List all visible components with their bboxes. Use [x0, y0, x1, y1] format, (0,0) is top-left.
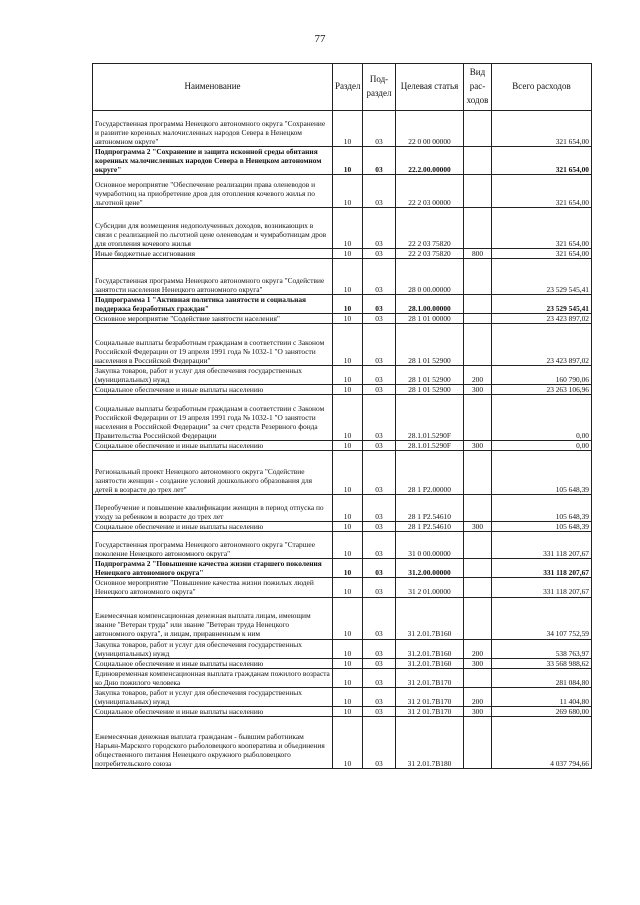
row-target: 31.2.01.7B160 — [396, 639, 464, 658]
row-name: Социальное обеспечение и иные выплаты населению — [93, 658, 333, 668]
row-expense-type: 200 — [464, 639, 492, 658]
row-subsection: 03 — [363, 366, 396, 385]
row-target: 22 2 03 75820 — [396, 249, 464, 259]
row-subsection: 03 — [363, 668, 396, 687]
row-section: 10 — [333, 259, 363, 295]
row-name: Единовременная компенсационная выплата гражданам пожилого возраста ко Дню пожилого человека — [93, 668, 333, 687]
row-name: Социальное обеспечение и иные выплаты населению — [93, 706, 333, 716]
row-section: 10 — [333, 314, 363, 324]
row-expense-type: 800 — [464, 249, 492, 259]
table-row — [93, 295, 592, 314]
row-subsection: 03 — [363, 597, 396, 639]
row-name: Закупка товаров, работ и услуг для обеспечения государственных (муниципальных) нужд — [93, 366, 333, 385]
row-total: 331 118 207,67 — [492, 559, 592, 578]
row-expense-type — [464, 324, 492, 366]
row-expense-type: 300 — [464, 706, 492, 716]
row-target: 22 0 00 00000 — [396, 111, 464, 147]
row-target: 31 2 01.7B170 — [396, 687, 464, 706]
row-section: 10 — [333, 716, 363, 768]
table-row — [93, 259, 592, 295]
row-expense-type: 200 — [464, 687, 492, 706]
row-target: 28 1 01 52900 — [396, 385, 464, 395]
table-row — [93, 658, 592, 668]
row-expense-type — [464, 314, 492, 324]
row-subsection: 03 — [363, 395, 396, 441]
row-name: Региональный проект Ненецкого автономного округа "Содействие занятости женщин - создание условий дошкольного образования для детей в возрасте до трех лет" — [93, 451, 333, 495]
row-target: 31 2.01.7B170 — [396, 668, 464, 687]
row-total: 321 654,00 — [492, 208, 592, 249]
row-total: 4 037 794,66 — [492, 716, 592, 768]
table-row — [93, 249, 592, 259]
row-target: 31 2 01.00000 — [396, 578, 464, 597]
row-total: 34 107 752,59 — [492, 597, 592, 639]
row-total: 11 404,80 — [492, 687, 592, 706]
row-target: 28.1.01.5290F — [396, 395, 464, 441]
table-row — [93, 639, 592, 658]
row-subsection: 03 — [363, 559, 396, 578]
row-target: 28.1.00.00000 — [396, 295, 464, 314]
table-row — [93, 451, 592, 495]
header-total: Всего расходов — [492, 64, 592, 111]
row-target: 28 0 00.00000 — [396, 259, 464, 295]
row-expense-type — [464, 597, 492, 639]
row-target: 28 1 01 52900 — [396, 366, 464, 385]
row-subsection: 03 — [363, 295, 396, 314]
row-total: 269 680,00 — [492, 706, 592, 716]
header-name: Наименование — [93, 64, 333, 111]
row-total: 538 763,97 — [492, 639, 592, 658]
row-total: 321 654,00 — [492, 175, 592, 208]
row-name: Подпрограмма 2 "Повышение качества жизни старшего поколения Ненецкого автономного округа" — [93, 559, 333, 578]
row-target: 28 1 01 52900 — [396, 324, 464, 366]
row-name: Подпрограмма 1 "Активная политика занятости и социальная поддержка безработных граждан" — [93, 295, 333, 314]
row-name: Закупка товаров, работ и услуг для обеспечения государственных (муниципальных) нужд — [93, 687, 333, 706]
table-row — [93, 314, 592, 324]
row-section: 10 — [333, 706, 363, 716]
row-target: 31 2.01.7B160 — [396, 597, 464, 639]
row-name: Закупка товаров, работ и услуг для обеспечения государственных (муниципальных) нужд — [93, 639, 333, 658]
row-target: 28 1 01 00000 — [396, 314, 464, 324]
row-expense-type — [464, 532, 492, 559]
table-row — [93, 668, 592, 687]
row-subsection: 03 — [363, 522, 396, 532]
row-subsection: 03 — [363, 249, 396, 259]
row-total: 23 423 897,02 — [492, 324, 592, 366]
row-subsection: 03 — [363, 324, 396, 366]
row-name: Социальное обеспечение и иные выплаты населению — [93, 522, 333, 532]
row-section: 10 — [333, 495, 363, 522]
row-name: Основное мероприятие "Содействие занятости населения" — [93, 314, 333, 324]
row-target: 22.2.00.00000 — [396, 147, 464, 175]
row-total: 105 648,39 — [492, 451, 592, 495]
table-row — [93, 395, 592, 441]
row-total: 331 118 207,67 — [492, 532, 592, 559]
row-section: 10 — [333, 639, 363, 658]
row-total: 321 654,00 — [492, 249, 592, 259]
row-name: Государственная программа Ненецкого автономного округа "Сохранение и развитие коренных малочисленных народов Севера в Ненецком автономном округе" — [93, 111, 333, 147]
table-row — [93, 532, 592, 559]
row-total: 0,00 — [492, 441, 592, 451]
row-expense-type — [464, 395, 492, 441]
table-row — [93, 706, 592, 716]
row-expense-type — [464, 147, 492, 175]
row-section: 10 — [333, 295, 363, 314]
row-subsection: 03 — [363, 716, 396, 768]
row-subsection: 03 — [363, 441, 396, 451]
row-section: 10 — [333, 441, 363, 451]
row-name: Основное мероприятие "Обеспечение реализации права оленеводов и чумработниц на приобретение дров для отопления кочевого жилья по льготной цене" — [93, 175, 333, 208]
row-total: 23 263 106,96 — [492, 385, 592, 395]
table-row — [93, 716, 592, 768]
row-target: 22 2 03 00000 — [396, 175, 464, 208]
row-subsection: 03 — [363, 639, 396, 658]
row-target: 22 2 03 75820 — [396, 208, 464, 249]
row-subsection: 03 — [363, 259, 396, 295]
row-section: 10 — [333, 658, 363, 668]
budget-table — [92, 63, 592, 769]
table-row — [93, 441, 592, 451]
table-row — [93, 147, 592, 175]
row-subsection: 03 — [363, 208, 396, 249]
row-section: 10 — [333, 451, 363, 495]
row-total: 331 118 207,67 — [492, 578, 592, 597]
row-section: 10 — [333, 597, 363, 639]
row-expense-type — [464, 259, 492, 295]
row-name: Основное мероприятие "Повышение качества жизни пожилых людей Ненецкого автономного округа" — [93, 578, 333, 597]
row-target: 31 0 00.00000 — [396, 532, 464, 559]
row-total: 321 654,00 — [492, 111, 592, 147]
row-subsection: 03 — [363, 578, 396, 597]
row-expense-type — [464, 668, 492, 687]
row-expense-type: 300 — [464, 658, 492, 668]
row-total: 23 423 897,02 — [492, 314, 592, 324]
row-subsection: 03 — [363, 147, 396, 175]
table-row — [93, 208, 592, 249]
row-expense-type: 200 — [464, 366, 492, 385]
row-expense-type — [464, 111, 492, 147]
row-subsection: 03 — [363, 532, 396, 559]
row-subsection: 03 — [363, 111, 396, 147]
header-subsection: Под-раздел — [363, 64, 396, 111]
row-expense-type — [464, 175, 492, 208]
row-expense-type: 300 — [464, 522, 492, 532]
row-section: 10 — [333, 395, 363, 441]
row-section: 10 — [333, 559, 363, 578]
row-section: 10 — [333, 668, 363, 687]
row-name: Ежемесячная денежная выплата гражданам - бывшим работникам Нарьян-Марского городского рыболовецкого кооператива и объединения общественного питания Ненецкого окружного рыболовецкого потребительского союза — [93, 716, 333, 768]
row-name: Государственная программа Ненецкого автономного округа "Содействие занятости населения Ненецкого автономного округа" — [93, 259, 333, 295]
row-name: Социальные выплаты безработным гражданам в соответствии с Законом Российской Федерации от 19 апреля 1991 года № 1032-1 "О занятости населения в Российской Федерации" за счет средств Резервного фонда Правительства Российской Федерации — [93, 395, 333, 441]
table-row — [93, 687, 592, 706]
row-section: 10 — [333, 111, 363, 147]
row-name: Социальное обеспечение и иные выплаты населению — [93, 385, 333, 395]
table-row — [93, 597, 592, 639]
row-target: 28.1.01.5290F — [396, 441, 464, 451]
table-row — [93, 324, 592, 366]
row-target: 31.2.00.00000 — [396, 559, 464, 578]
table-row — [93, 495, 592, 522]
row-target: 31.2.01.7B160 — [396, 658, 464, 668]
row-total: 23 529 545,41 — [492, 259, 592, 295]
row-name: Субсидии для возмещения недополученных доходов, возникающих в связи с реализацией по льготной цене оленеводам и чумработницам дров для отопления кочевого жилья — [93, 208, 333, 249]
row-target: 28 1 P2.54610 — [396, 495, 464, 522]
row-subsection: 03 — [363, 314, 396, 324]
page-number: 77 — [314, 33, 326, 45]
row-name: Социальные выплаты безработным гражданам в соответствии с Законом Российской Федерации от 19 апреля 1991 года № 1032-1 "О занятости населения в Российской Федерации" — [93, 324, 333, 366]
table-row — [93, 366, 592, 385]
table-row — [93, 559, 592, 578]
row-target: 31 2.01.7B180 — [396, 716, 464, 768]
row-total: 0,00 — [492, 395, 592, 441]
row-target: 28 1 P2.00000 — [396, 451, 464, 495]
row-total: 105 648,39 — [492, 522, 592, 532]
row-name: Иные бюджетные ассигнования — [93, 249, 333, 259]
row-section: 10 — [333, 385, 363, 395]
row-section: 10 — [333, 147, 363, 175]
row-expense-type — [464, 716, 492, 768]
row-name: Государственная программа Ненецкого автономного округа "Старшее поколение Ненецкого автономного округа" — [93, 532, 333, 559]
row-total: 281 084,80 — [492, 668, 592, 687]
row-name: Социальное обеспечение и иные выплаты населению — [93, 441, 333, 451]
row-total: 105 648,39 — [492, 495, 592, 522]
row-total: 321 654,00 — [492, 147, 592, 175]
row-expense-type — [464, 451, 492, 495]
table-row — [93, 578, 592, 597]
row-section: 10 — [333, 366, 363, 385]
row-name: Переобучение и повышение квалификации женщин в период отпуска по уходу за ребенком в возрасте до трех лет — [93, 495, 333, 522]
row-subsection: 03 — [363, 175, 396, 208]
row-expense-type — [464, 495, 492, 522]
table-body — [93, 111, 592, 769]
row-expense-type — [464, 559, 492, 578]
row-target: 28 1 P2.54610 — [396, 522, 464, 532]
row-section: 10 — [333, 687, 363, 706]
row-section: 10 — [333, 522, 363, 532]
row-name: Подпрограмма 2 "Сохранение и защита исконной среды обитания коренных малочисленных народов Севера в Ненецком автономном округе" — [93, 147, 333, 175]
row-expense-type — [464, 578, 492, 597]
row-subsection: 03 — [363, 385, 396, 395]
row-target: 31 2 01.7B170 — [396, 706, 464, 716]
row-section: 10 — [333, 249, 363, 259]
row-section: 10 — [333, 175, 363, 208]
table-row — [93, 385, 592, 395]
row-total: 33 568 988,62 — [492, 658, 592, 668]
row-section: 10 — [333, 324, 363, 366]
row-section: 10 — [333, 532, 363, 559]
table-row — [93, 111, 592, 147]
row-expense-type: 300 — [464, 441, 492, 451]
row-total: 160 790,06 — [492, 366, 592, 385]
table-row — [93, 522, 592, 532]
table-header-row — [93, 64, 592, 111]
table-row — [93, 175, 592, 208]
row-name: Ежемесячная компенсационная денежная выплата лицам, имеющим звание "Ветеран труда" или звание "Ветеран труда Ненецкого автономного округа", и лицам, приравненным к ним — [93, 597, 333, 639]
row-section: 10 — [333, 578, 363, 597]
row-subsection: 03 — [363, 658, 396, 668]
row-subsection: 03 — [363, 706, 396, 716]
row-section: 10 — [333, 208, 363, 249]
row-subsection: 03 — [363, 451, 396, 495]
header-target: Целевая статья — [396, 64, 464, 111]
row-subsection: 03 — [363, 495, 396, 522]
header-section: Раздел — [333, 64, 363, 111]
row-subsection: 03 — [363, 687, 396, 706]
row-expense-type — [464, 295, 492, 314]
row-total: 23 529 545,41 — [492, 295, 592, 314]
row-expense-type — [464, 208, 492, 249]
row-expense-type: 300 — [464, 385, 492, 395]
header-expense-type: Вид рас-ходов — [464, 64, 492, 111]
